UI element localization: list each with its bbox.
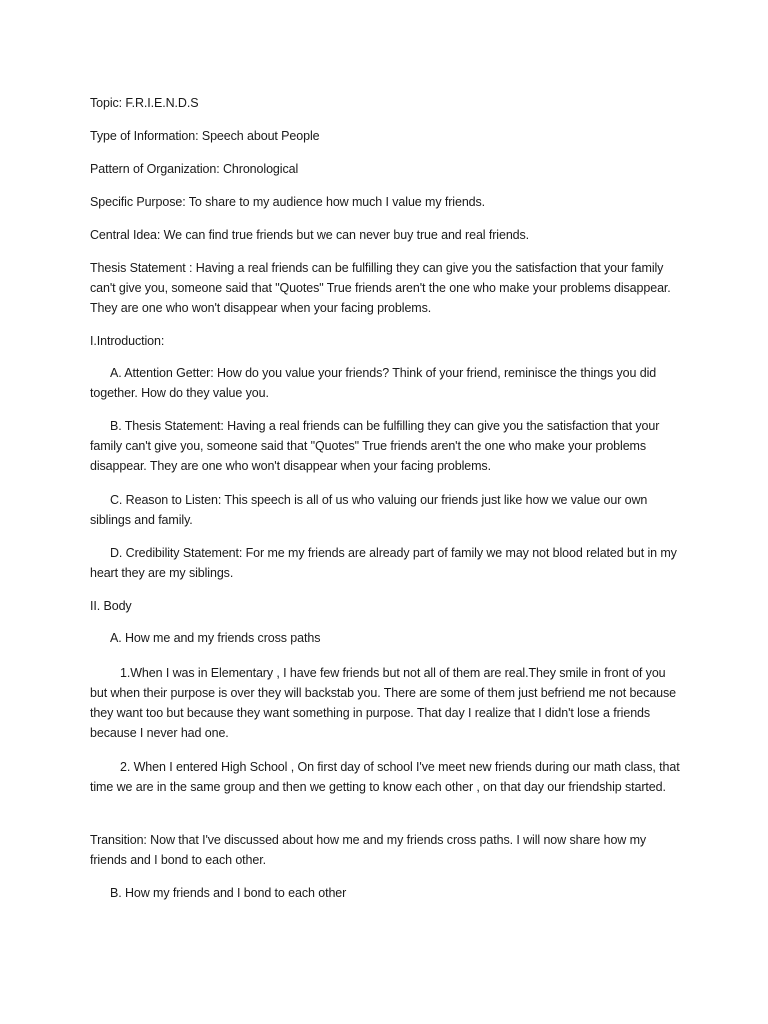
body-section-b-heading: B. How my friends and I bond to each other bbox=[110, 886, 347, 900]
intro-credibility-statement: D. Credibility Statement: For me my friends are already part of family we may not blood related but in my heart they are my siblings. bbox=[90, 546, 677, 580]
thesis-statement-paragraph: Thesis Statement : Having a real friends can be fulfilling they can give you the satisfaction that your family can't give you, someone said that "Quotes" True friends aren't the one who make your problems disappear. They are one who won't disappear when your facing problems. bbox=[90, 261, 671, 315]
intro-attention-getter: A. Attention Getter: How do you value your friends? Think of your friend, reminisce the things you did together. How do they value you. bbox=[90, 366, 657, 400]
transition-paragraph: Transition: Now that I've discussed about how me and my friends cross paths. I will now share how my friends and I bond to each other. bbox=[90, 833, 647, 867]
pattern-of-organization-line: Pattern of Organization: Chronological bbox=[90, 162, 299, 176]
body-section-a-heading: A. How me and my friends cross paths bbox=[110, 631, 321, 645]
body-section-a-point-1: 1.When I was in Elementary , I have few friends but not all of them are real.They smile in front of you but when their purpose is over they will backstab you. There are some of them just befriend me not because they want too but because they want something in purpose. That day I realize that I didn't lose a friends because I never had one. bbox=[90, 666, 677, 740]
central-idea-line: Central Idea: We can find true friends but we can never buy true and real friends. bbox=[90, 228, 530, 242]
topic-line: Topic: F.R.I.E.N.D.S bbox=[90, 96, 199, 110]
body-section-a-point-2: 2. When I entered High School , On first day of school I've meet new friends during our math class, that time we are in the same group and then we getting to know each other , on that day our friendship started. bbox=[90, 760, 680, 794]
intro-reason-to-listen: C. Reason to Listen: This speech is all of us who valuing our friends just like how we value our own siblings and family. bbox=[90, 493, 648, 527]
intro-thesis-statement: B. Thesis Statement: Having a real friends can be fulfilling they can give you the satisfaction that your family can't give you, someone said that "Quotes" True friends aren't the one who make your problems disappear. They are one who won't disappear when your facing problems. bbox=[90, 419, 660, 473]
introduction-heading: I.Introduction: bbox=[90, 334, 165, 348]
body-heading: II. Body bbox=[90, 599, 132, 613]
specific-purpose-line: Specific Purpose: To share to my audience how much I value my friends. bbox=[90, 195, 486, 209]
type-of-information-line: Type of Information: Speech about People bbox=[90, 129, 320, 143]
